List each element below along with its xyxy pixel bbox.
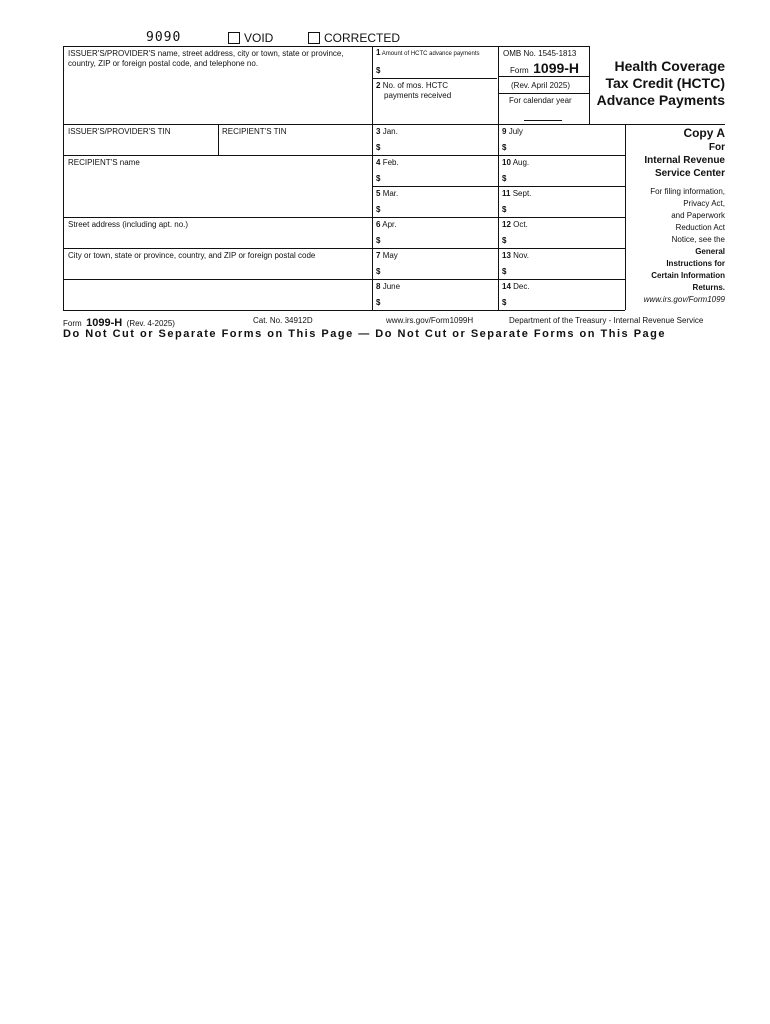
box13-month: Nov. <box>513 251 529 260</box>
box8-amount-input[interactable] <box>386 296 494 308</box>
box1-label <box>376 49 498 58</box>
box4-label <box>376 158 399 168</box>
box3-month: Jan. <box>382 127 398 136</box>
copy-a-irs-line2: Service Center <box>654 168 725 179</box>
box2-months-input[interactable] <box>376 104 494 120</box>
box7-dollar: $ <box>376 267 381 276</box>
box2-label <box>376 81 494 101</box>
box5-amount-input[interactable] <box>386 203 494 215</box>
box11-month: Sept. <box>512 189 532 198</box>
box6-dollar: $ <box>376 236 381 245</box>
void-option[interactable] <box>228 31 273 45</box>
form-code: 9090 <box>146 30 182 45</box>
box3-dollar: $ <box>376 143 381 152</box>
box14-dollar: $ <box>502 298 507 307</box>
box7-label <box>376 251 398 261</box>
box3-label <box>376 127 398 137</box>
copy-a-irs-line1: Internal Revenue <box>644 155 725 166</box>
box12-number: 12 <box>502 220 511 229</box>
box14-number: 14 <box>502 282 511 291</box>
box3-amount-input[interactable] <box>386 141 494 153</box>
box14-amount-input[interactable] <box>512 296 622 308</box>
info-line2: Privacy Act, <box>683 199 725 208</box>
box10-month: Aug. <box>512 158 530 167</box>
box13-dollar: $ <box>502 267 507 276</box>
void-label: VOID <box>244 31 274 45</box>
form-id-header <box>510 60 579 78</box>
corrected-label: CORRECTED <box>324 31 401 45</box>
box12-month: Oct. <box>513 220 528 229</box>
box14-label <box>502 282 530 292</box>
box6-month: Apr. <box>382 220 397 229</box>
box13-amount-input[interactable] <box>512 265 622 277</box>
box1-dollar: $ <box>376 66 381 75</box>
box7-month: May <box>382 251 398 260</box>
box8-number: 8 <box>376 282 381 291</box>
footer-revision: (Rev. 4-2025) <box>126 319 175 328</box>
box11-number: 11 <box>502 189 511 198</box>
form-revision: (Rev. April 2025) <box>511 81 570 90</box>
box5-month: Mar. <box>382 189 399 198</box>
box5-dollar: $ <box>376 205 381 214</box>
recipient-name-label: RECIPIENT'S name <box>68 158 140 167</box>
issuer-tin-label: ISSUER'S/PROVIDER'S TIN <box>68 127 171 136</box>
footer-department: Department of the Treasury - Internal Revenue Service <box>509 316 704 325</box>
form-name: 1099-H <box>533 60 580 76</box>
general-line2: Instructions for <box>666 259 725 268</box>
box12-dollar: $ <box>502 236 507 245</box>
box10-dollar: $ <box>502 174 507 183</box>
box5-number: 5 <box>376 189 381 198</box>
box7-amount-input[interactable] <box>386 265 494 277</box>
box9-month: July <box>508 127 523 136</box>
box12-label <box>502 220 528 230</box>
box4-number: 4 <box>376 158 381 167</box>
box4-dollar: $ <box>376 174 381 183</box>
box3-number: 3 <box>376 127 381 136</box>
street-address-label: Street address (including apt. no.) <box>68 220 189 229</box>
issuer-name-address-label: ISSUER'S/PROVIDER'S name, street address, city or town, state or province, country, ZIP or foreign postal code, and telephone no. <box>68 49 344 68</box>
city-state-zip-input[interactable] <box>68 263 368 277</box>
extra-line-input[interactable] <box>68 282 368 308</box>
box10-amount-input[interactable] <box>512 172 622 184</box>
footer-form-prefix: Form <box>63 319 82 328</box>
box8-month: June <box>382 282 401 291</box>
box2-text-line1: No. of mos. HCTC <box>382 81 449 90</box>
box4-amount-input[interactable] <box>386 172 494 184</box>
void-checkbox[interactable] <box>228 32 240 44</box>
box8-dollar: $ <box>376 298 381 307</box>
title-line2: Tax Credit (HCTC) <box>605 75 725 91</box>
box1-number: 1 <box>376 48 381 57</box>
info-line5: Notice, see the <box>671 235 725 244</box>
info-line1: For filing information, <box>650 187 725 196</box>
info-line4: Reduction Act <box>675 223 725 232</box>
box14-month: Dec. <box>513 282 530 291</box>
form-prefix: Form <box>510 66 529 75</box>
box10-label <box>502 158 529 168</box>
box12-amount-input[interactable] <box>512 234 622 246</box>
footer-form-name: 1099-H <box>86 317 123 329</box>
box9-dollar: $ <box>502 143 507 152</box>
box1-amount-input[interactable] <box>386 64 492 76</box>
box13-label <box>502 251 529 261</box>
general-line1: General <box>695 247 725 256</box>
box9-amount-input[interactable] <box>512 141 622 153</box>
city-state-zip-label: City or town, state or province, country, and ZIP or foreign postal code <box>68 251 316 260</box>
corrected-checkbox[interactable] <box>308 32 320 44</box>
do-not-cut-notice: Do Not Cut or Separate Forms on This Page — Do Not Cut or Separate Forms on This Page <box>63 328 667 340</box>
corrected-option[interactable] <box>308 31 400 45</box>
box7-number: 7 <box>376 251 381 260</box>
box9-label <box>502 127 523 137</box>
box9-number: 9 <box>502 127 507 136</box>
box11-label <box>502 189 531 199</box>
footer-cat-no: Cat. No. 34912D <box>253 316 313 325</box>
issuer-name-address-input[interactable] <box>68 74 366 120</box>
omb-number: OMB No. 1545-1813 <box>503 49 577 58</box>
copy-a-for: For <box>708 142 725 153</box>
calendar-year-label: For calendar year <box>509 96 572 105</box>
recipient-tin-label: RECIPIENT'S TIN <box>222 127 287 136</box>
form-title <box>592 58 725 109</box>
box6-number: 6 <box>376 220 381 229</box>
box5-label <box>376 189 398 199</box>
box2-number: 2 <box>376 81 381 90</box>
general-line3: Certain Information <box>651 271 725 280</box>
info-line3: and Paperwork <box>671 211 725 220</box>
issuer-tin-input[interactable] <box>68 139 214 153</box>
recipient-name-input[interactable] <box>68 172 368 214</box>
recipient-tin-input[interactable] <box>222 139 368 153</box>
copy-a-panel <box>627 126 725 306</box>
box10-number: 10 <box>502 158 511 167</box>
box11-dollar: $ <box>502 205 507 214</box>
box11-amount-input[interactable] <box>512 203 622 215</box>
title-line3: Advance Payments <box>596 92 725 108</box>
calendar-year-input[interactable] <box>524 108 562 120</box>
copy-a-url: www.irs.gov/Form1099 <box>643 295 725 304</box>
box1-text: Amount of HCTC advance payments <box>381 51 480 57</box>
box4-month: Feb. <box>382 158 399 167</box>
box6-label <box>376 220 396 230</box>
general-line4: Returns. <box>692 283 725 292</box>
box6-amount-input[interactable] <box>386 234 494 246</box>
box8-label <box>376 282 400 292</box>
footer-url: www.irs.gov/Form1099H <box>386 316 474 325</box>
box13-number: 13 <box>502 251 511 260</box>
box2-text-line2: payments received <box>384 91 452 100</box>
copy-a-title: Copy A <box>683 126 725 140</box>
title-line1: Health Coverage <box>614 58 725 74</box>
street-address-input[interactable] <box>68 232 368 246</box>
